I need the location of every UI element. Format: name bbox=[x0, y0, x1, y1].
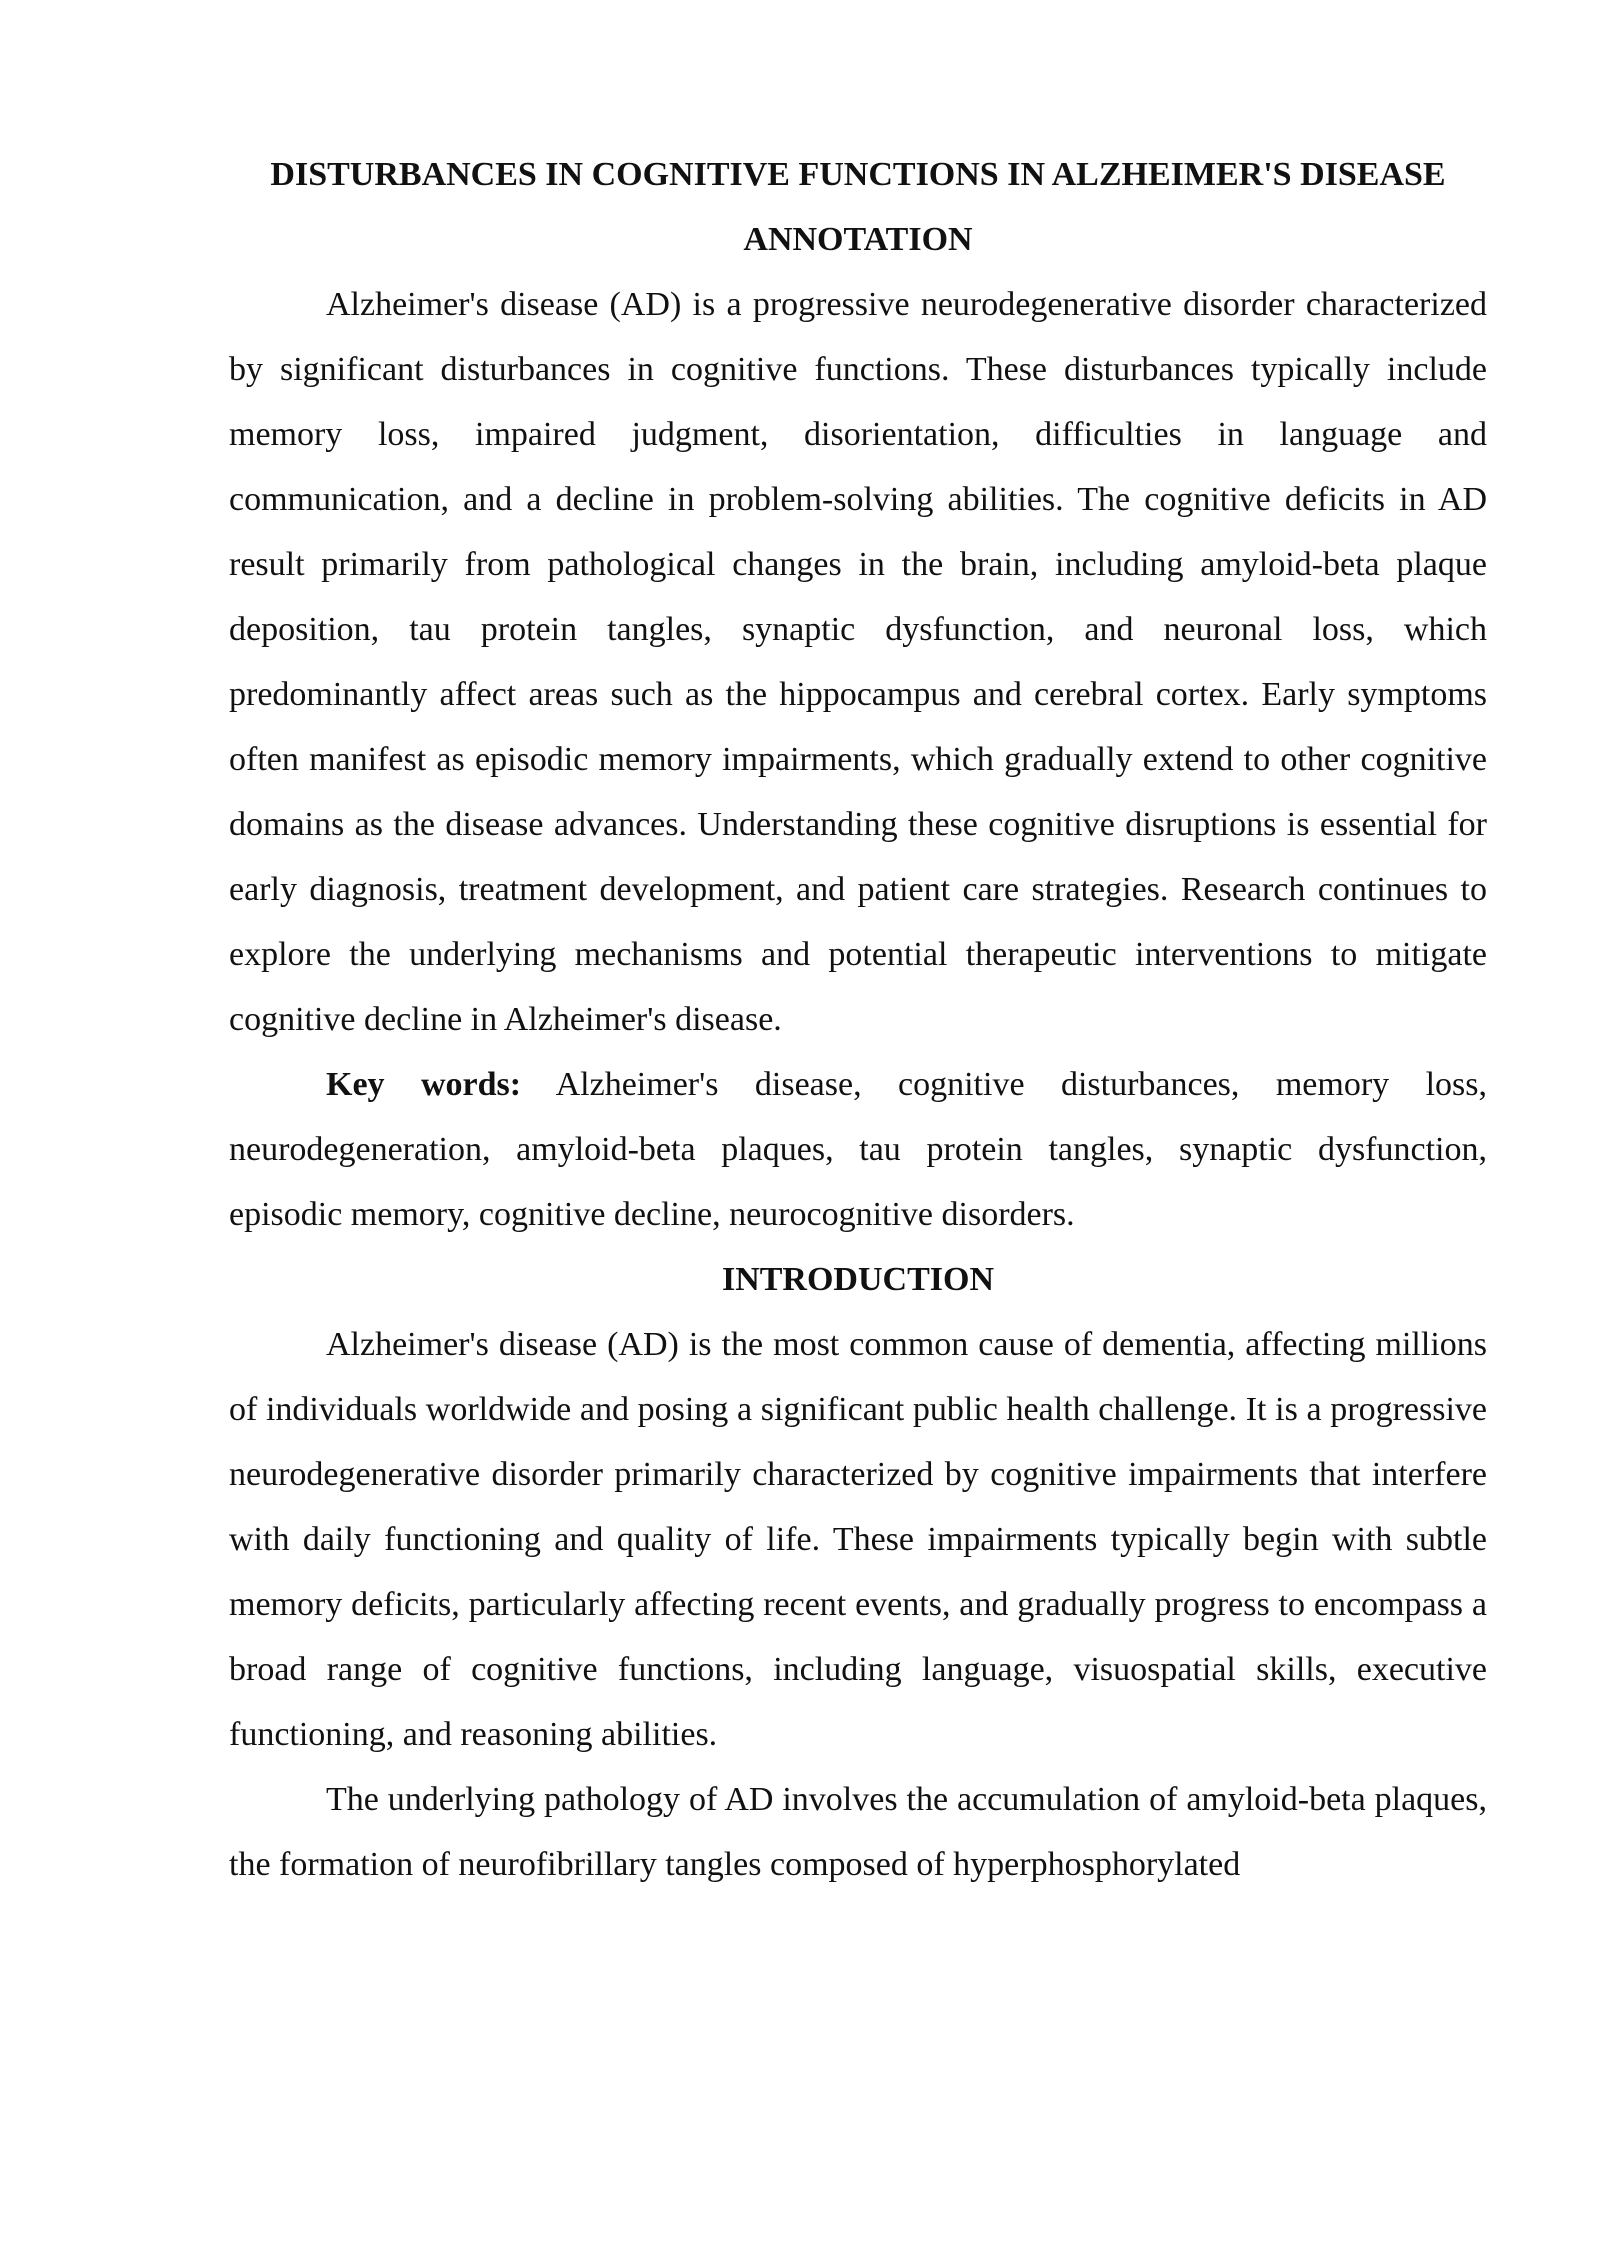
keywords-text: Alzheimer's disease, cognitive disturbances, memory loss, neurodegeneration, amyloid-beta plaques, tau protein tangles, synaptic dysfunction, episodic memory, cognitive decline, neurocognitive disorders. bbox=[229, 1066, 1487, 1233]
introduction-heading: INTRODUCTION bbox=[721, 1261, 995, 1298]
keywords-label: Key words: bbox=[326, 1066, 522, 1103]
annotation-heading: ANNOTATION bbox=[743, 221, 973, 258]
introduction-paragraph-1: Alzheimer's disease (AD) is the most common cause of dementia, affecting millions of individuals worldwide and posing a significant public health challenge. It is a progressive neurodegenerative disorder primarily characterized by cognitive impairments that interfere with daily functioning and quality of life. These impairments typically begin with subtle memory deficits, particularly affecting recent events, and gradually progress to encompass a broad range of cognitive functions, including language, visuospatial skills, executive functioning, and reasoning abilities. bbox=[229, 1326, 1487, 1753]
document-page bbox=[229, 142, 1487, 1897]
introduction-paragraph-2: The underlying pathology of AD involves the accumulation of amyloid-beta plaques, the formation of neurofibrillary tangles composed of hyperphosphorylated bbox=[229, 1781, 1487, 1883]
annotation-paragraph: Alzheimer's disease (AD) is a progressive neurodegenerative disorder characterized by significant disturbances in cognitive functions. These disturbances typically include memory loss, impaired judgment, disorientation, difficulties in language and communication, and a decline in problem-solving abilities. The cognitive deficits in AD result primarily from pathological changes in the brain, including amyloid-beta plaque deposition, tau protein tangles, synaptic dysfunction, and neuronal loss, which predominantly affect areas such as the hippocampus and cerebral cortex. Early symptoms often manifest as episodic memory impairments, which gradually extend to other cognitive domains as the disease advances. Understanding these cognitive disruptions is essential for early diagnosis, treatment development, and patient care strategies. Research continues to explore the underlying mechanisms and potential therapeutic interventions to mitigate cognitive decline in Alzheimer's disease. bbox=[229, 286, 1487, 1038]
keywords-paragraph bbox=[229, 1052, 1487, 1247]
document-title: DISTURBANCES IN COGNITIVE FUNCTIONS IN ALZHEIMER'S DISEASE bbox=[270, 156, 1446, 193]
